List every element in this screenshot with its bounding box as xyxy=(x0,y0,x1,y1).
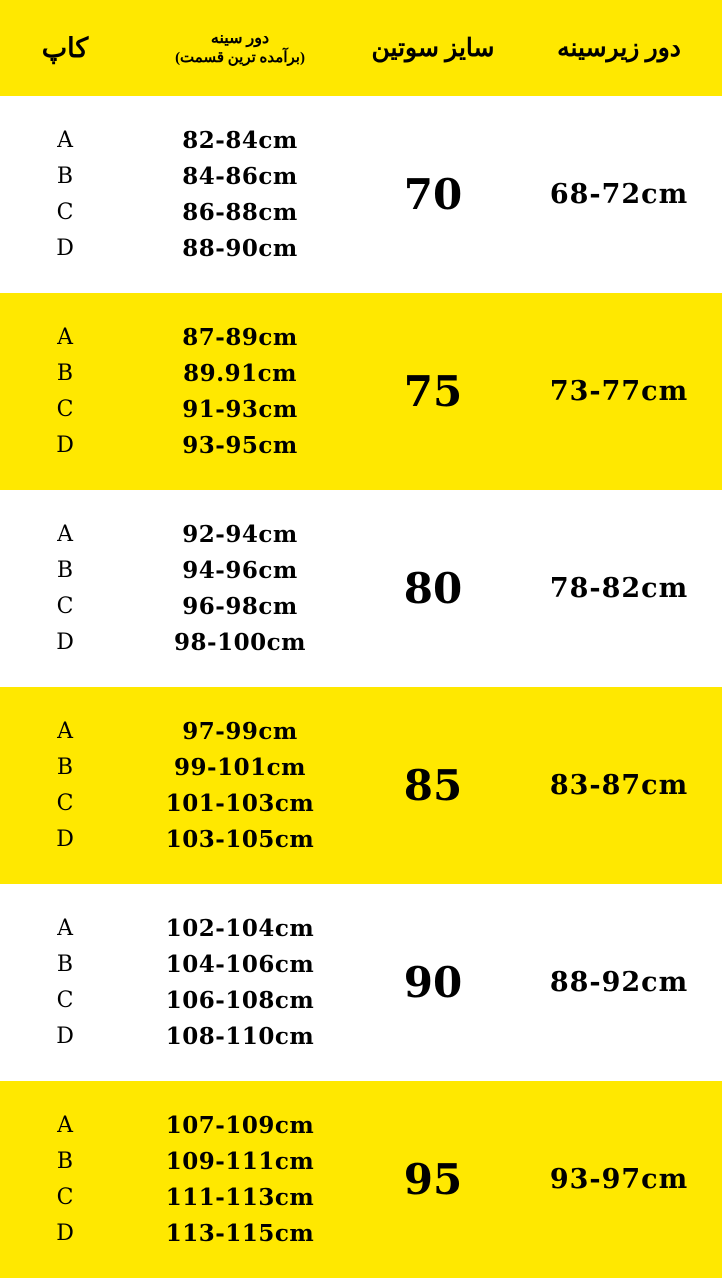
bust-value: 102-104cm xyxy=(165,915,315,942)
cup-value: B xyxy=(56,163,74,189)
table-row xyxy=(0,687,722,884)
bust-value: 113-115cm xyxy=(165,1220,315,1247)
cup-value: B xyxy=(56,360,74,386)
table-row xyxy=(0,96,722,293)
cell-underbust: 78-82cm xyxy=(549,573,689,604)
cup-value: C xyxy=(56,1184,74,1210)
cup-value: D xyxy=(56,629,74,655)
cell-underbust: 68-72cm xyxy=(549,179,689,210)
cell-underbust: 83-87cm xyxy=(549,770,689,801)
bust-value: 91-93cm xyxy=(182,396,298,423)
cell-underbust: 73-77cm xyxy=(549,376,689,407)
cell-bra-size: 85 xyxy=(403,761,463,810)
bust-value: 94-96cm xyxy=(182,557,298,584)
cell-bust-group xyxy=(130,490,350,687)
bust-value: 103-105cm xyxy=(165,826,315,853)
cup-value: D xyxy=(56,1220,74,1246)
column-header-underbust: دور زیرسینه xyxy=(557,35,681,62)
cup-value: B xyxy=(56,951,74,977)
table-row xyxy=(0,490,722,687)
bust-value: 98-100cm xyxy=(174,629,306,656)
cell-underbust: 88-92cm xyxy=(549,967,689,998)
cell-cup-group xyxy=(0,1081,130,1278)
bust-value: 108-110cm xyxy=(165,1023,315,1050)
column-header-cup: کاپ xyxy=(41,32,89,63)
bust-value: 87-89cm xyxy=(182,324,298,351)
cell-bust-group xyxy=(130,293,350,490)
cell-bust-group xyxy=(130,1081,350,1278)
cup-value: B xyxy=(56,754,74,780)
bust-value: 111-113cm xyxy=(165,1184,315,1211)
cell-cup-group xyxy=(0,884,130,1081)
column-header-bust-line1: دور سینه xyxy=(210,29,270,47)
column-header-bust xyxy=(130,29,350,68)
cell-bust-group xyxy=(130,687,350,884)
cup-value: D xyxy=(56,235,74,261)
bust-value: 104-106cm xyxy=(165,951,315,978)
cell-cup-group xyxy=(0,96,130,293)
bust-value: 89.91cm xyxy=(183,360,297,387)
cell-bra-size: 70 xyxy=(403,170,463,219)
bust-value: 93-95cm xyxy=(182,432,298,459)
table-row xyxy=(0,884,722,1081)
cup-value: D xyxy=(56,826,74,852)
cell-bra-size: 90 xyxy=(403,958,463,1007)
cup-value: B xyxy=(56,557,74,583)
cell-bust-group xyxy=(130,884,350,1081)
bust-value: 84-86cm xyxy=(182,163,298,190)
cup-value: A xyxy=(57,324,73,350)
cup-value: A xyxy=(57,915,73,941)
bust-value: 99-101cm xyxy=(174,754,306,781)
cell-bra-size: 75 xyxy=(403,367,463,416)
cell-underbust: 93-97cm xyxy=(549,1164,689,1195)
bust-value: 86-88cm xyxy=(182,199,298,226)
cup-value: C xyxy=(56,987,74,1013)
cell-cup-group xyxy=(0,687,130,884)
cup-value: A xyxy=(57,1112,73,1138)
bust-value: 107-109cm xyxy=(165,1112,315,1139)
cell-cup-group xyxy=(0,293,130,490)
cell-bra-size: 80 xyxy=(403,564,463,613)
cell-cup-group xyxy=(0,490,130,687)
bust-value: 109-111cm xyxy=(165,1148,315,1175)
cell-bra-size: 95 xyxy=(403,1155,463,1204)
cup-value: A xyxy=(57,127,73,153)
bust-value: 106-108cm xyxy=(165,987,315,1014)
cup-value: D xyxy=(56,1023,74,1049)
cup-value: A xyxy=(57,521,73,547)
bust-value: 101-103cm xyxy=(165,790,315,817)
table-header-row xyxy=(0,0,722,96)
cup-value: B xyxy=(56,1148,74,1174)
cup-value: C xyxy=(56,790,74,816)
cell-bust-group xyxy=(130,96,350,293)
cup-value: C xyxy=(56,396,74,422)
cup-value: A xyxy=(57,718,73,744)
cup-value: C xyxy=(56,593,74,619)
bust-value: 97-99cm xyxy=(182,718,298,745)
bust-value: 92-94cm xyxy=(182,521,298,548)
table-row xyxy=(0,1081,722,1278)
bust-value: 88-90cm xyxy=(182,235,298,262)
column-header-bust-line2: (برآمده ترین قسمت) xyxy=(175,49,305,66)
cup-value: D xyxy=(56,432,74,458)
bust-value: 96-98cm xyxy=(182,593,298,620)
column-header-bra-size: سایز سوتین xyxy=(371,35,495,62)
table-row xyxy=(0,293,722,490)
cup-value: C xyxy=(56,199,74,225)
bust-value: 82-84cm xyxy=(182,127,298,154)
